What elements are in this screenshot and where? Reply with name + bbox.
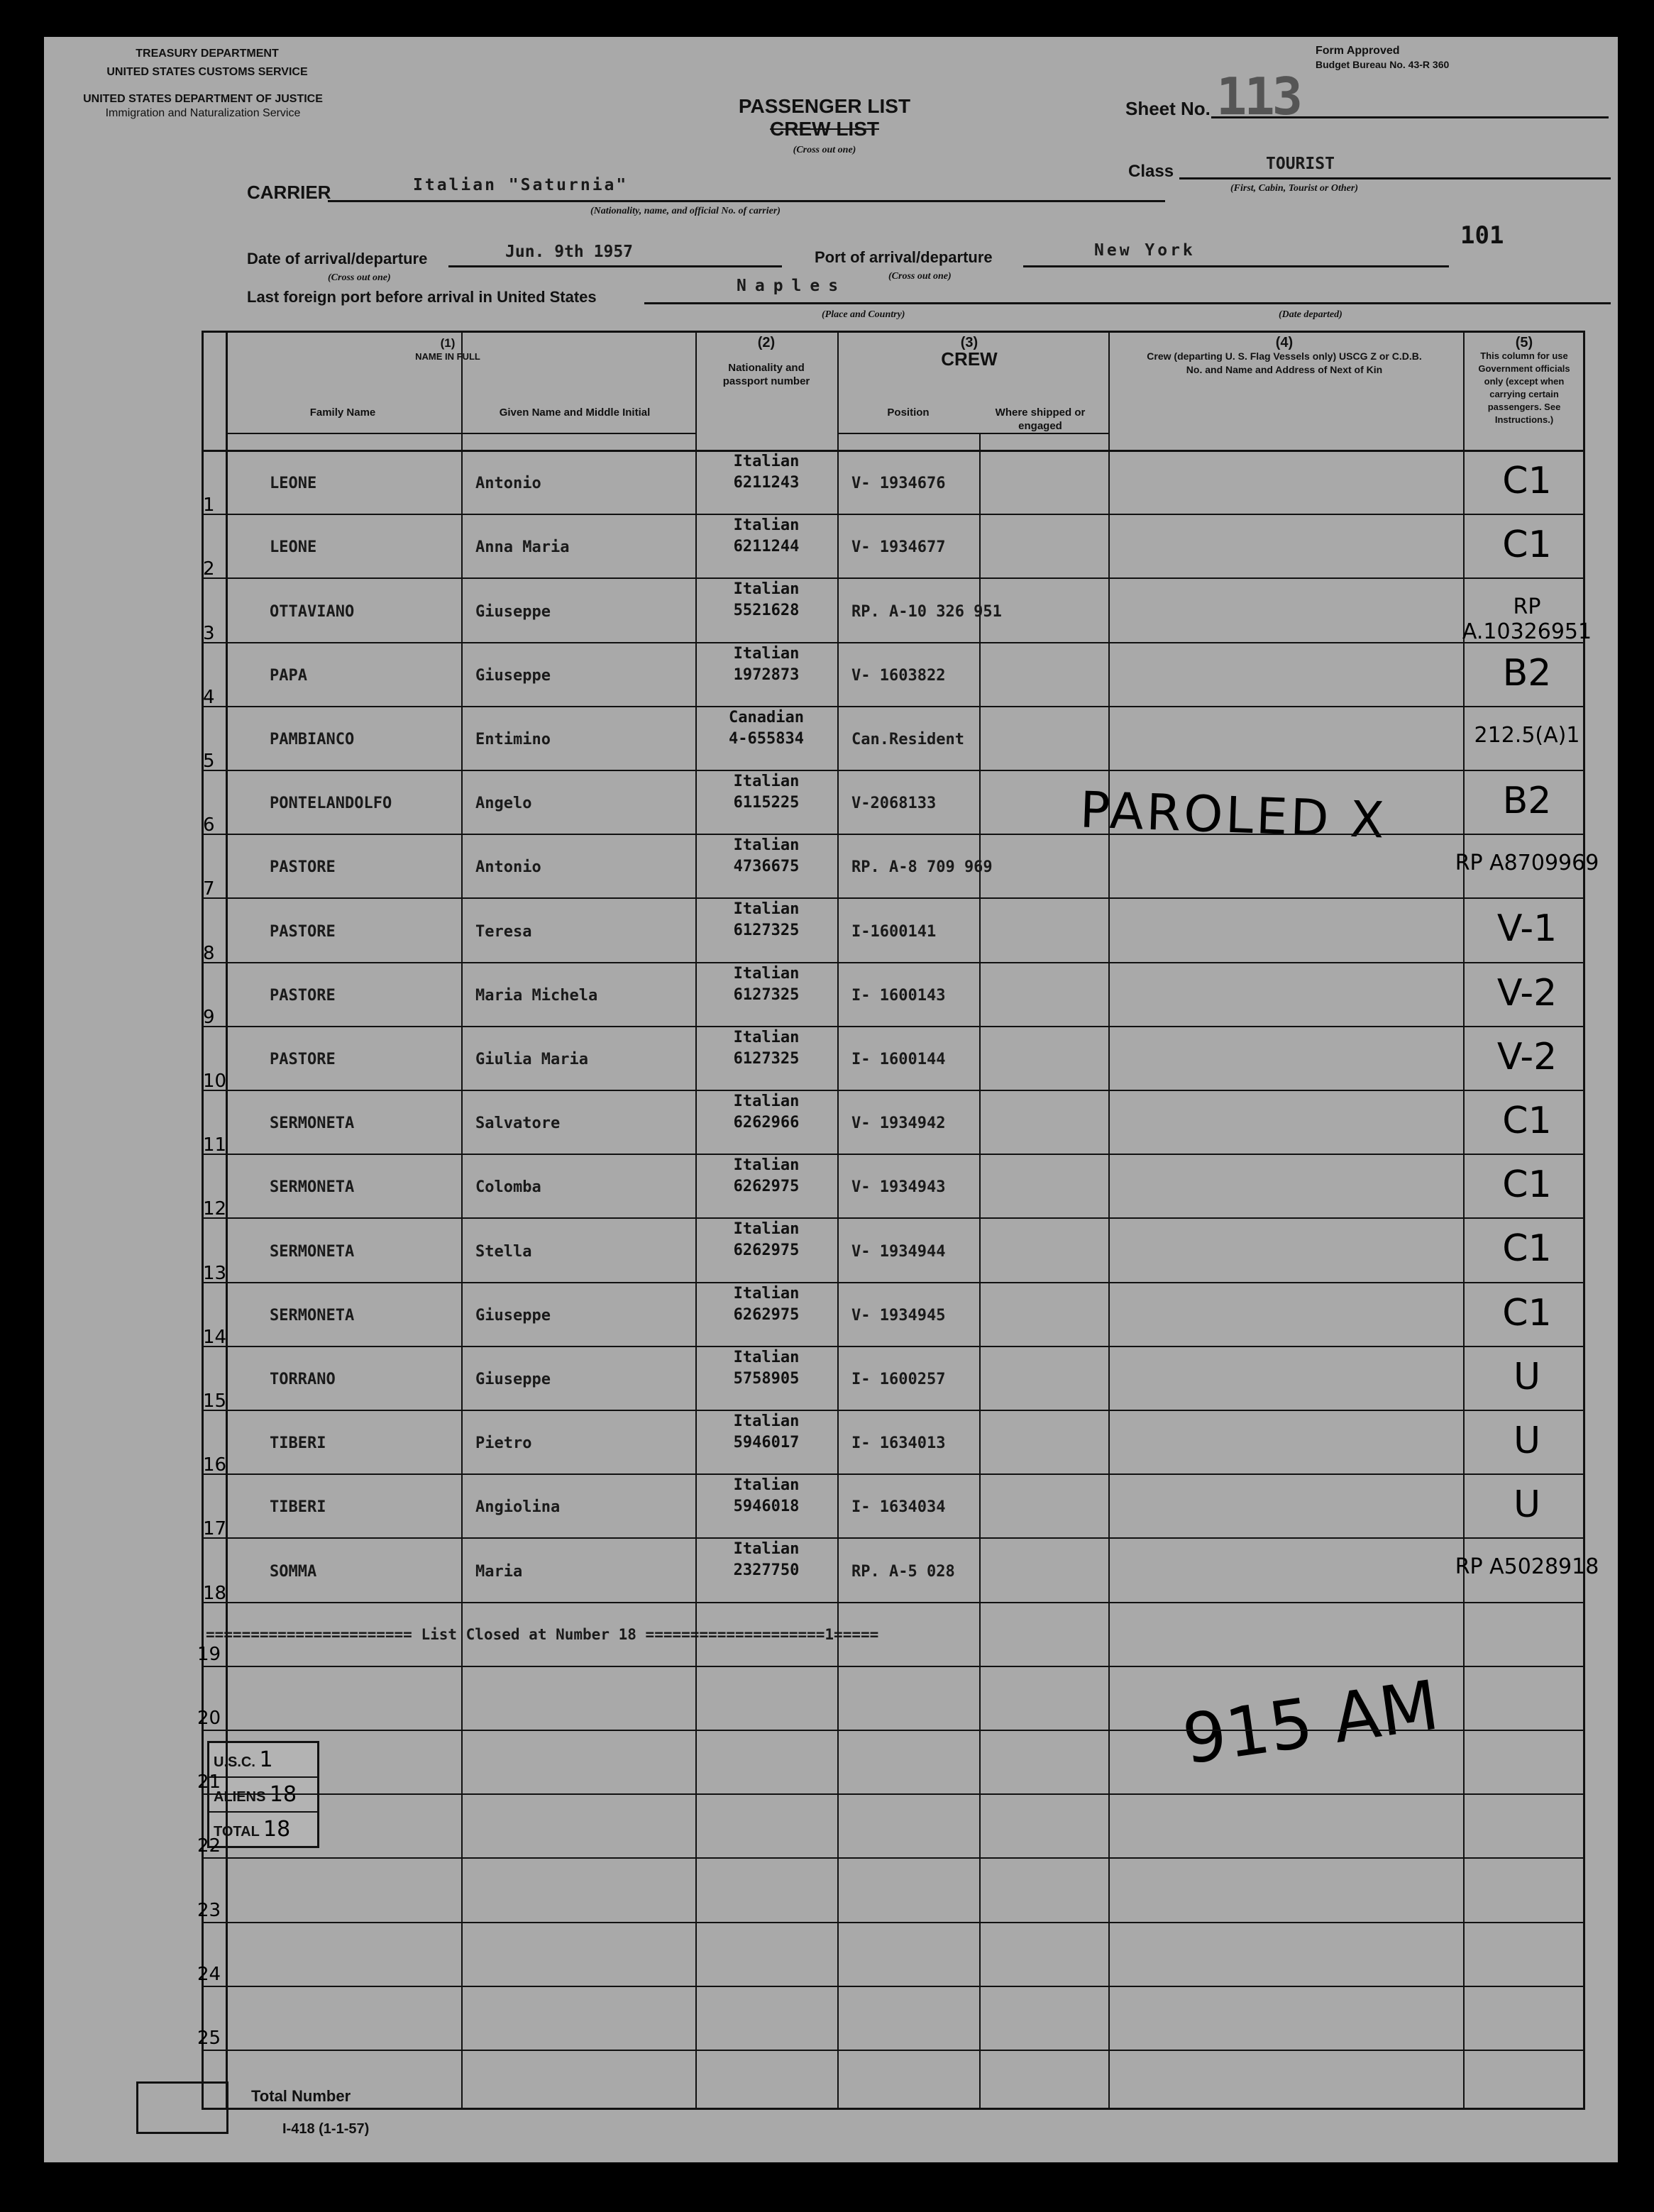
row-number: 19 — [197, 1644, 221, 1665]
official-code: V-1 — [1496, 907, 1557, 950]
budget-bureau: Budget Bureau No. 43-R 360 — [1316, 59, 1450, 70]
row-number: 12 — [203, 1198, 227, 1220]
title-passenger-list: PASSENGER LIST — [738, 95, 911, 117]
list-closed-line: ======================= List Closed at Number 18 ====================1===== — [206, 1626, 879, 1643]
nationality: Italian — [733, 1476, 800, 1494]
official-code: B2 — [1502, 652, 1552, 695]
family-name: TORRANO — [270, 1371, 336, 1388]
position-value: I- 1600144 — [851, 1051, 946, 1068]
title-crew-list-crossed: CREW LIST — [770, 118, 879, 140]
family-name: PONTELANDOLFO — [270, 795, 392, 812]
position-value: I- 1634034 — [851, 1498, 946, 1516]
col3a-header: Position — [887, 407, 930, 419]
nationality: Italian — [733, 453, 800, 470]
passenger-list-sheet — [44, 37, 1618, 2162]
row-number: 15 — [203, 1390, 227, 1412]
position-value: V- 1934943 — [851, 1178, 946, 1196]
row-rule — [202, 1857, 1585, 1859]
date-note: (Cross out one) — [328, 272, 391, 283]
passport-number: 6262975 — [733, 1178, 800, 1195]
passport-number: 1972873 — [733, 666, 800, 684]
position-value: I- 1600257 — [851, 1371, 946, 1388]
row-number: 24 — [197, 1964, 221, 1985]
official-code: U — [1513, 1483, 1541, 1526]
given-name: Maria Michela — [475, 987, 598, 1005]
passport-number: 6115225 — [733, 794, 800, 812]
official-code: C1 — [1502, 1292, 1552, 1334]
nationality: Italian — [733, 836, 800, 854]
given-name: Giulia Maria — [475, 1051, 588, 1068]
row-number: 23 — [197, 1900, 221, 1921]
row-number: 13 — [203, 1263, 227, 1284]
passport-number: 4-655834 — [729, 730, 804, 748]
passport-number: 6262975 — [733, 1242, 800, 1259]
row-number: 8 — [203, 943, 215, 964]
row-number: 21 — [197, 1771, 221, 1793]
position-value: V- 1603822 — [851, 667, 946, 685]
passport-number: 6127325 — [733, 986, 800, 1004]
official-code: U — [1513, 1356, 1541, 1398]
col1-header: (1) NAME IN FULL — [415, 336, 480, 362]
nationality: Italian — [733, 1540, 800, 1558]
date-value: Jun. 9th 1957 — [505, 243, 634, 261]
position-value: I- 1634013 — [851, 1434, 946, 1452]
given-name: Stella — [475, 1243, 532, 1261]
nationality: Canadian — [729, 709, 804, 726]
row-number: 11 — [203, 1134, 227, 1156]
row-number: 25 — [197, 2028, 221, 2049]
row-rule — [202, 2050, 1585, 2051]
extra-number: 101 — [1460, 221, 1504, 250]
treasury-heading: TREASURY DEPARTMENT — [136, 48, 279, 60]
row-number: 17 — [203, 1518, 227, 1539]
tally-box: U.S.C. 1 ALIENS 18 TOTAL 18 — [207, 1741, 319, 1848]
family-name: PAPA — [270, 667, 307, 685]
port-note: (Cross out one) — [888, 271, 952, 282]
nationality: Italian — [733, 773, 800, 790]
col3b-header: Where shipped or engaged — [995, 407, 1086, 432]
passport-number: 6211243 — [733, 474, 800, 492]
family-name: PAMBIANCO — [270, 731, 355, 748]
date-label: Date of arrival/departure — [247, 250, 428, 267]
official-code: RP A8709969 — [1455, 851, 1599, 875]
passport-number: 4736675 — [733, 858, 800, 875]
given-name: Colomba — [475, 1178, 541, 1196]
carrier-note: (Nationality, name, and official No. of carrier) — [590, 206, 781, 216]
customs-heading: UNITED STATES CUSTOMS SERVICE — [106, 66, 308, 78]
given-name: Pietro — [475, 1434, 532, 1452]
class-note: (First, Cabin, Tourist or Other) — [1230, 183, 1358, 194]
passport-number: 6262966 — [733, 1114, 800, 1132]
official-code: RP A5028918 — [1455, 1554, 1599, 1579]
row-number: 22 — [197, 1835, 221, 1857]
family-name: SERMONETA — [270, 1178, 355, 1196]
family-name: LEONE — [270, 538, 317, 556]
official-code: C1 — [1502, 460, 1552, 502]
family-name: TIBERI — [270, 1434, 326, 1452]
col3-header: (3) CREW — [941, 335, 998, 370]
official-code: B2 — [1502, 780, 1552, 822]
row-number: 9 — [203, 1007, 215, 1028]
given-name: Antonio — [475, 858, 541, 876]
row-rule — [202, 1666, 1585, 1667]
nationality: Italian — [733, 1412, 800, 1430]
official-code: U — [1513, 1420, 1541, 1462]
justice-heading: UNITED STATES DEPARTMENT OF JUSTICE — [83, 93, 323, 105]
date-departed-note: (Date departed) — [1279, 309, 1343, 320]
given-name: Antonio — [475, 475, 541, 492]
col1b-header: Given Name and Middle Initial — [499, 407, 651, 419]
nationality: Italian — [733, 965, 800, 983]
passport-number: 5521628 — [733, 602, 800, 619]
position-value: V- 1934945 — [851, 1307, 946, 1325]
row-number: 2 — [203, 558, 215, 580]
sheet-label: Sheet No. — [1125, 98, 1211, 119]
nationality: Italian — [733, 1220, 800, 1238]
col4-header: (4) Crew (departing U. S. Flag Vessels only) USCG Z or C.D.B. No. and Name and Address of Next of Kin — [1147, 335, 1422, 375]
carrier-value: Italian "Saturnia" — [413, 176, 629, 194]
row-number: 4 — [203, 687, 215, 708]
col5-header: (5) This column for use Government officials only (except when carrying certain passengers. See Instructions.) — [1478, 335, 1570, 425]
official-code: C1 — [1502, 1163, 1552, 1206]
row-rule — [202, 1793, 1585, 1795]
form-approved: Form Approved — [1316, 45, 1400, 57]
header-rule — [226, 433, 695, 434]
given-name: Anna Maria — [475, 538, 570, 556]
official-code: C1 — [1502, 1227, 1552, 1270]
position-value: V-2068133 — [851, 795, 937, 812]
position-value: V- 1934676 — [851, 475, 946, 492]
position-value: V- 1934677 — [851, 538, 946, 556]
row-number: 18 — [203, 1583, 227, 1604]
last-port-value: Naples — [737, 277, 847, 295]
col1a-header: Family Name — [309, 407, 376, 419]
row-rule — [202, 1730, 1585, 1731]
form-number: I-418 (1-1-57) — [282, 2121, 370, 2137]
official-code: C1 — [1502, 1100, 1552, 1142]
family-name: PASTORE — [270, 923, 336, 941]
nationality: Italian — [733, 645, 800, 663]
family-name: LEONE — [270, 475, 317, 492]
family-name: OTTAVIANO — [270, 603, 355, 621]
given-name: Angiolina — [475, 1498, 561, 1516]
passport-number: 5946018 — [733, 1498, 800, 1515]
official-code: 212.5(A)1 — [1474, 723, 1580, 748]
official-code: RP A.10326951 — [1462, 595, 1592, 644]
row-number: 1 — [203, 494, 215, 516]
family-name: PASTORE — [270, 858, 336, 876]
family-name: SERMONETA — [270, 1243, 355, 1261]
given-name: Salvatore — [475, 1115, 561, 1132]
row-rule — [202, 1986, 1585, 1987]
row-number: 3 — [203, 623, 215, 644]
given-name: Giuseppe — [475, 603, 551, 621]
passport-number: 6262975 — [733, 1306, 800, 1324]
position-value: V- 1934944 — [851, 1243, 946, 1261]
header-rule — [837, 433, 1108, 434]
passport-number: 2327750 — [733, 1561, 800, 1579]
position-value: I- 1600143 — [851, 987, 946, 1005]
row-number: 6 — [203, 814, 215, 836]
passport-number: 5946017 — [733, 1434, 800, 1451]
passport-number: 5758905 — [733, 1370, 800, 1388]
nationality: Italian — [733, 1029, 800, 1046]
family-name: PASTORE — [270, 1051, 336, 1068]
nationality: Italian — [733, 1156, 800, 1174]
carrier-label: CARRIER — [247, 182, 331, 203]
official-code: V-2 — [1496, 972, 1557, 1014]
title-note: (Cross out one) — [793, 145, 856, 155]
position-value: RP. A-5 028 — [851, 1563, 955, 1581]
time-note: 915 AM — [1177, 1665, 1444, 1780]
nationality: Italian — [733, 1285, 800, 1303]
given-name: Giuseppe — [475, 1371, 551, 1388]
port-value: New York — [1094, 241, 1196, 260]
row-number: 14 — [203, 1327, 227, 1348]
nationality: Italian — [733, 900, 800, 918]
position-value: Can.Resident — [851, 731, 964, 748]
family-name: PASTORE — [270, 987, 336, 1005]
class-label: Class — [1128, 162, 1174, 181]
family-name: SERMONETA — [270, 1307, 355, 1325]
sheet-number: 113 — [1216, 67, 1301, 126]
last-port-note: (Place and Country) — [822, 309, 905, 320]
ins-heading: Immigration and Naturalization Service — [105, 107, 301, 119]
given-name: Angelo — [475, 795, 532, 812]
paroled-note: PAROLED X — [1079, 780, 1389, 850]
passport-number: 6211244 — [733, 538, 800, 555]
last-port-label: Last foreign port before arrival in United States — [247, 288, 597, 306]
port-label: Port of arrival/departure — [815, 248, 993, 266]
position-value: RP. A-10 326 951 — [851, 603, 1002, 621]
passport-number: 6127325 — [733, 922, 800, 939]
given-name: Giuseppe — [475, 667, 551, 685]
nationality: Italian — [733, 516, 800, 534]
row-rule — [202, 1922, 1585, 1923]
row-number: 20 — [197, 1708, 221, 1729]
official-code: V-2 — [1496, 1036, 1557, 1078]
position-value: RP. A-8 709 969 — [851, 858, 993, 876]
total-number-box — [136, 2081, 228, 2134]
given-name: Giuseppe — [475, 1307, 551, 1325]
family-name: SOMMA — [270, 1563, 317, 1581]
nationality: Italian — [733, 1349, 800, 1366]
row-number: 5 — [203, 751, 215, 772]
position-value: I-1600141 — [851, 923, 937, 941]
col2-header: (2) Nationality and passport number — [722, 335, 810, 387]
nationality: Italian — [733, 580, 800, 598]
given-name: Entimino — [475, 731, 551, 748]
family-name: SERMONETA — [270, 1115, 355, 1132]
class-value: TOURIST — [1266, 155, 1335, 173]
total-number-label: Total Number — [251, 2087, 351, 2105]
official-code: C1 — [1502, 524, 1552, 566]
row-number: 7 — [203, 878, 215, 900]
passport-number: 6127325 — [733, 1050, 800, 1068]
given-name: Maria — [475, 1563, 523, 1581]
row-rule — [202, 1602, 1585, 1603]
given-name: Teresa — [475, 923, 532, 941]
family-name: TIBERI — [270, 1498, 326, 1516]
position-value: V- 1934942 — [851, 1115, 946, 1132]
row-number: 16 — [203, 1454, 227, 1476]
nationality: Italian — [733, 1093, 800, 1110]
row-number: 10 — [203, 1071, 227, 1092]
